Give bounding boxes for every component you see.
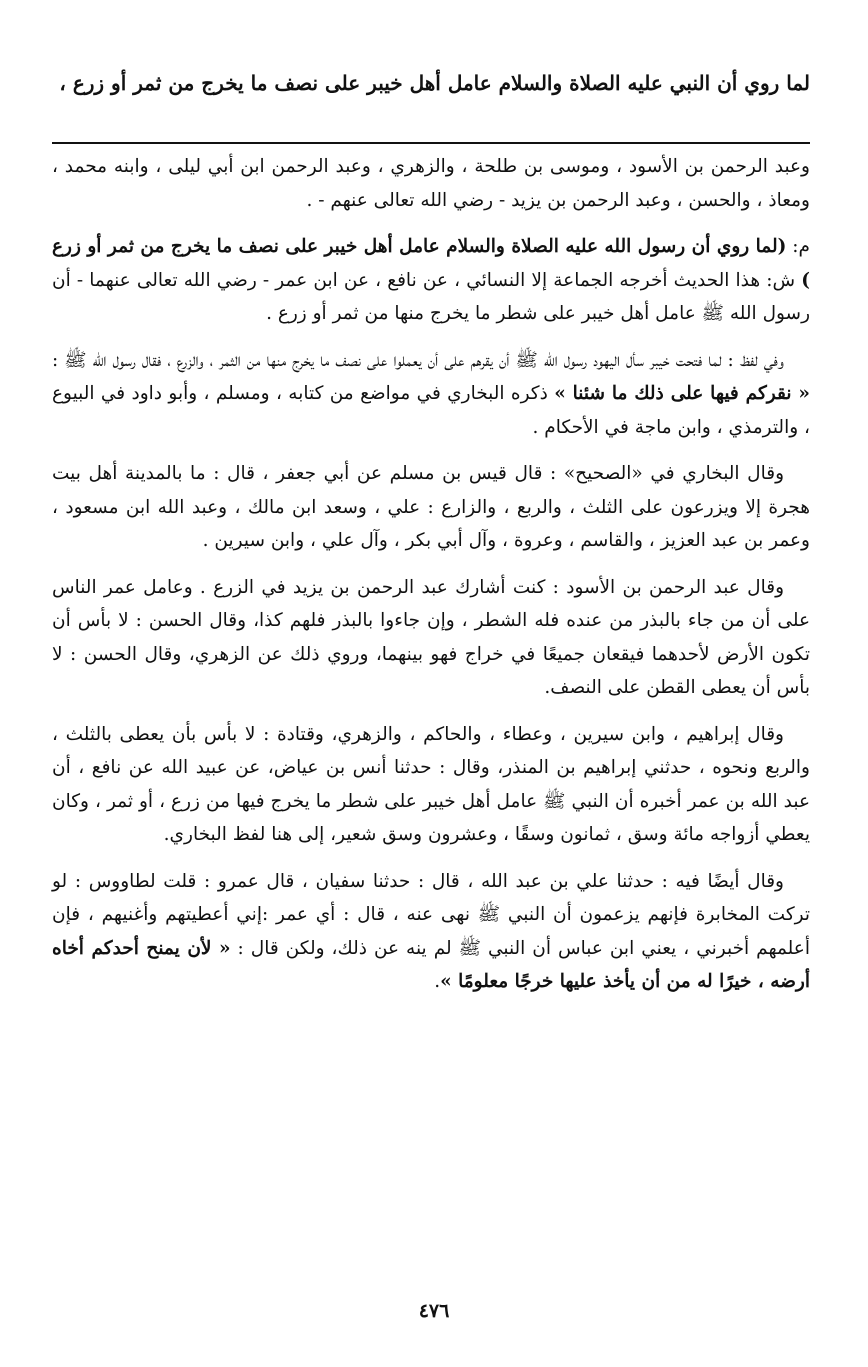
paragraph-3-text-a: وفي لفظ : لما فتحت خيبر سأل اليهود رسول الله ﷺ أن يقرهم على أن يعملوا على نصف ما يخرج منها من الثمر ، والزرع ، فقال رسول الله ﷺ :	[52, 349, 784, 371]
paragraph-7-text-b: .	[434, 971, 441, 992]
matn-marker: م:	[786, 236, 810, 257]
page-number: ٤٧٦	[418, 1300, 450, 1322]
paragraph-4	[52, 457, 810, 558]
matn-text: (لما روي أن رسول الله عليه الصلاة والسلام عامل أهل خيبر على نصف ما يخرج من ثمر أو زرع )	[52, 236, 810, 291]
paragraph-7	[52, 865, 810, 999]
paragraph-7-text-a: وقال أيضًا فيه : حدثنا علي بن عبد الله ، قال : حدثنا سفيان ، قال عمرو : قلت لطاووس : لو تركت المخابرة فإنهم يزعمون أن النبي ﷺ نهى عنه ، قال : أي عمر :إني أعطيتهم وأغنيهم ، فإن أعلمهم أخبرني ، يعني ابن عباس أن النبي ﷺ لم ينه عن ذلك، ولكن قال :	[52, 870, 810, 959]
paragraph-5-text: وقال عبد الرحمن بن الأسود : كنت أشارك عبد الرحمن بن يزيد في الزرع . وعامل عمر الناس على أن من جاء بالبذر من عنده فله الشطر ، وإن جاءوا بالبذر فلهم كذا، وقال الحسن : لا بأس أن تكون الأرض لأحدهما فيقعان جميعًا في خراج فهو بينهما، وروي ذلك عن الزهري، وقال الحسن : لا بأس أن يعطى القطن على النصف.	[52, 576, 810, 698]
paragraph-5	[52, 571, 810, 705]
paragraph-1-text: وعبد الرحمن بن الأسود ، وموسى بن طلحة ، والزهري ، وعبد الرحمن ابن أبي ليلى ، وابنه محمد ، ومعاذ ، والحسن ، وعبد الرحمن بن يزيد - رضي الله تعالى عنهم - .	[52, 156, 810, 211]
hadith-quote: « لأن يمنح أحدكم أخاه أرضه ، خيرًا له من أن يأخذ عليها خرجًا معلومًا »	[52, 937, 810, 992]
paragraph-4-text: وقال البخاري في «الصحيح» : قال قيس بن مسلم عن أبي جعفر ، قال : ما بالمدينة أهل بيت هجرة إلا ويزرعون على الثلث ، والربع ، والزارع : علي ، وسعد ابن مالك ، وعبد الله ابن مسعود ، وعمر بن عبد العزيز ، والقاسم ، وعروة ، وآل أبي بكر ، وآل علي ، وابن سيرين .	[52, 463, 810, 551]
paragraph-3	[52, 344, 810, 445]
hadith-quote: « نقركم فيها على ذلك ما شئنا »	[554, 383, 810, 404]
paragraph-6-text: وقال إبراهيم ، وابن سيرين ، وعطاء ، والحاكم ، والزهري، وقتادة : لا بأس بأن يعطى بالثلث ، والربع ونحوه ، حدثني إبراهيم بن المنذر، وقال : حدثنا أنس بن عياض، عن عبيد الله عن نافع ، أن عبد الله بن عمر أخبره أن النبي ﷺ عامل أهل خيبر على شطر ما يخرج فيها من زرع ، أو ثمر ، وكان يعطي أزواجه مائة وسق ، ثمانون وسقًا ، وعشرون وسق شعير، إلى هنا لفظ البخاري.	[52, 723, 810, 845]
sharh-text: ش: هذا الحديث أخرجه الجماعة إلا النسائي ، عن نافع ، عن ابن عمر - رضي الله تعالى عنهما - أن رسول الله ﷺ عامل أهل خيبر على شطر ما يخرج منها من ثمر أو زرع .	[52, 269, 810, 324]
paragraph-6	[52, 718, 810, 852]
paragraph-2	[52, 230, 810, 331]
main-text	[52, 150, 810, 1012]
paragraph-3-text-b: ذكره البخاري في مواضع من كتابه ، ومسلم ، وأبو داود في البيوع ، والترمذي ، وابن ماجة في الأحكام .	[52, 383, 810, 438]
paragraph-1	[52, 150, 810, 217]
running-header: لما روي أن النبي عليه الصلاة والسلام عامل أهل خيبر على نصف ما يخرج من ثمر أو زرع ،	[59, 71, 810, 95]
header-divider	[52, 142, 810, 144]
